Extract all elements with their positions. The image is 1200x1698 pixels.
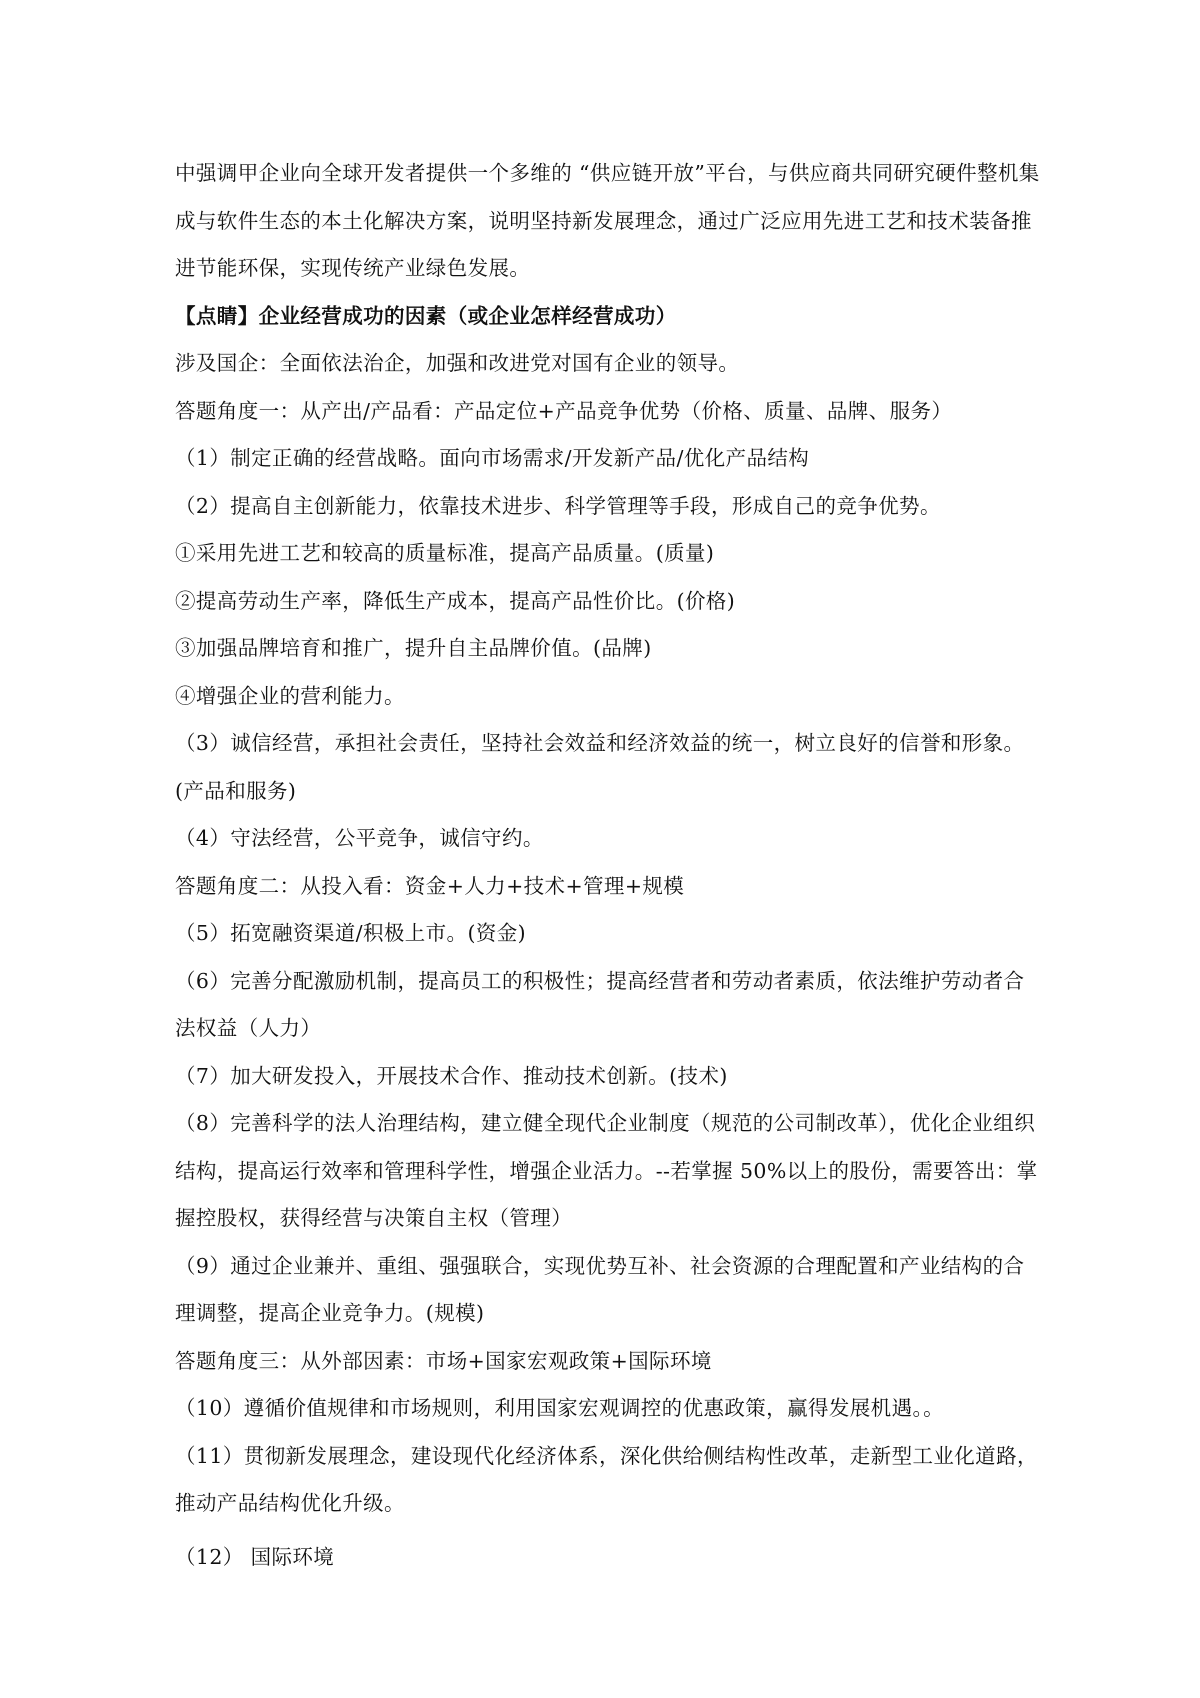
list-item-2: （2）提高自主创新能力，依靠技术进步、科学管理等手段，形成自己的竞争优势。	[175, 493, 941, 518]
list-item-11: （11）贯彻新发展理念，建设现代化经济体系，深化供给侧结构性改革，走新型工业化道路，推动产品结构优化升级。	[175, 1443, 1038, 1515]
paragraph-state-owned: 涉及国企：全面依法治企，加强和改进党对国有企业的领导。	[175, 351, 740, 375]
sub-item-quality: ①采用先进工艺和较高的质量标准，提高产品质量。(质量)	[175, 541, 715, 565]
list-item-7: （7）加大研发投入，开展技术合作、推动技术创新。(技术)	[175, 1063, 728, 1088]
list-item-4: （4）守法经营，公平竞争，诚信守约。	[175, 826, 544, 850]
answer-angle-three: 答题角度三：从外部因素：市场+国家宏观政策+国际环境	[175, 1348, 712, 1373]
section-heading-key-point: 【点睛】企业经营成功的因素（或企业怎样经营成功）	[175, 303, 677, 328]
paragraph-intro: 中强调甲企业向全球开发者提供一个多维的 “供应链开放”平台，与供应商共同研究硬件整机集成与软件生态的本土化解决方案，说明坚持新发展理念，通过广泛应用先进工艺和技术装备推进节能环保，实现传统产业绿色发展。	[175, 161, 1040, 280]
list-item-5: （5）拓宽融资渠道/积极上市。(资金)	[175, 921, 527, 945]
list-item-12: （12） 国际环境	[175, 1544, 335, 1569]
document-body	[175, 150, 1045, 1581]
sub-item-brand: ③加强品牌培育和推广，提升自主品牌价值。(品牌)	[175, 636, 652, 660]
answer-angle-one: 答题角度一：从产出/产品看：产品定位+产品竞争优势（价格、质量、品牌、服务）	[175, 398, 953, 423]
list-item-8: （8）完善科学的法人治理结构，建立健全现代企业制度（规范的公司制改革），优化企业组织结构，提高运行效率和管理科学性，增强企业活力。--若掌握 50%以上的股份，需要答出：掌握控股权，获得经营与决策自主权（管理）	[175, 1111, 1038, 1230]
list-item-1: （1）制定正确的经营战略。面向市场需求/开发新产品/优化产品结构	[175, 446, 810, 470]
list-item-6: （6）完善分配激励机制，提高员工的积极性；提高经营者和劳动者素质，依法维护劳动者合法权益（人力）	[175, 968, 1025, 1040]
list-item-3: （3）诚信经营，承担社会责任，坚持社会效益和经济效益的统一，树立良好的信誉和形象。(产品和服务)	[175, 731, 1025, 803]
sub-item-profit: ④增强企业的营利能力。	[175, 683, 405, 708]
sub-item-price: ②提高劳动生产率，降低生产成本，提高产品性价比。(价格)	[175, 588, 736, 613]
list-item-9: （9）通过企业兼并、重组、强强联合，实现优势互补、社会资源的合理配置和产业结构的合理调整，提高企业竞争力。(规模)	[175, 1253, 1025, 1325]
list-item-10: （10）遵循价值规律和市场规则，利用国家宏观调控的优惠政策，赢得发展机遇。。	[175, 1396, 945, 1420]
answer-angle-two: 答题角度二：从投入看：资金+人力+技术+管理+规模	[175, 873, 685, 898]
